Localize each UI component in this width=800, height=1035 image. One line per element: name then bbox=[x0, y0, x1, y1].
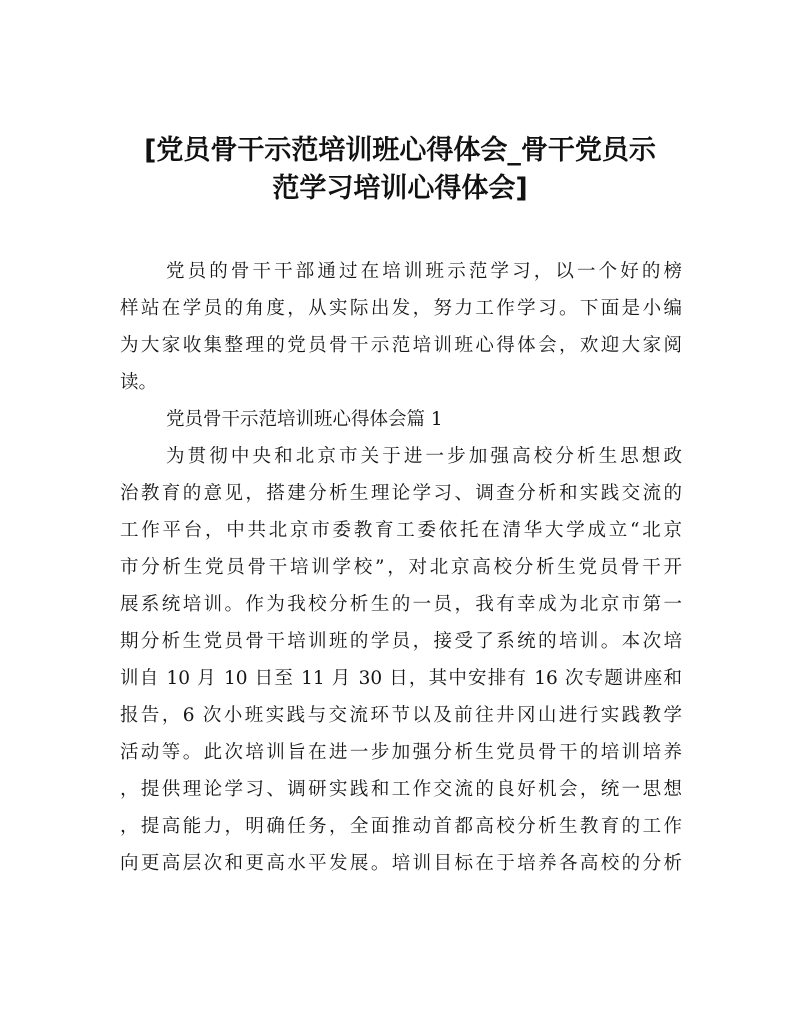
body-line-8: 工作平台，中共北京市委教育工委依托在清华大学成立“北京 bbox=[120, 520, 682, 541]
body-line-3: 为大家收集整理的党员骨干示范培训班心得体会，欢迎大家阅 bbox=[120, 335, 682, 356]
body-line-16: ，提高能力，明确任务，全面推动首都高校分析生教育的工作 bbox=[120, 816, 682, 837]
body-line-13: 报告，6 次小班实践与交流环节以及前往井冈山进行实践教学 bbox=[120, 705, 682, 726]
body-line-17: 向更高层次和更高水平发展。培训目标在于培养各高校的分析 bbox=[120, 853, 682, 874]
body-line-1: 党员的骨干干部通过在培训班示范学习，以一个好的榜 bbox=[166, 261, 682, 282]
body-line-15: ，提供理论学习、调研实践和工作交流的良好机会，统一思想 bbox=[120, 779, 682, 800]
body-line-10: 展系统培训。作为我校分析生的一员，我有幸成为北京市第一 bbox=[120, 594, 682, 615]
section-heading: 党员骨干示范培训班心得体会篇 1 bbox=[166, 409, 443, 430]
body-line-7: 治教育的意见，搭建分析生理论学习、调查分析和实践交流的 bbox=[120, 483, 682, 504]
document-body bbox=[120, 253, 682, 882]
body-line-2: 样站在学员的角度，从实际出发，努力工作学习。下面是小编 bbox=[120, 298, 682, 319]
body-line-12: 训自 10 月 10 日至 11 月 30 日，其中安排有 16 次专题讲座和 bbox=[120, 668, 682, 689]
body-line-4: 读。 bbox=[120, 372, 158, 393]
body-line-11: 期分析生党员骨干培训班的学员，接受了系统的培训。本次培 bbox=[120, 631, 682, 652]
body-line-6: 为贯彻中央和北京市关于进一步加强高校分析生思想政 bbox=[166, 446, 682, 467]
body-line-9: 市分析生党员骨干培训学校”，对北京高校分析生党员骨干开 bbox=[120, 557, 682, 578]
document-title bbox=[100, 132, 700, 208]
body-line-14: 活动等。此次培训旨在进一步加强分析生党员骨干的培训培养 bbox=[120, 742, 682, 763]
title-line-2: 范学习培训心得体会] bbox=[272, 173, 528, 204]
title-line-1: [党员骨干示范培训班心得体会_骨干党员示 bbox=[144, 135, 656, 166]
